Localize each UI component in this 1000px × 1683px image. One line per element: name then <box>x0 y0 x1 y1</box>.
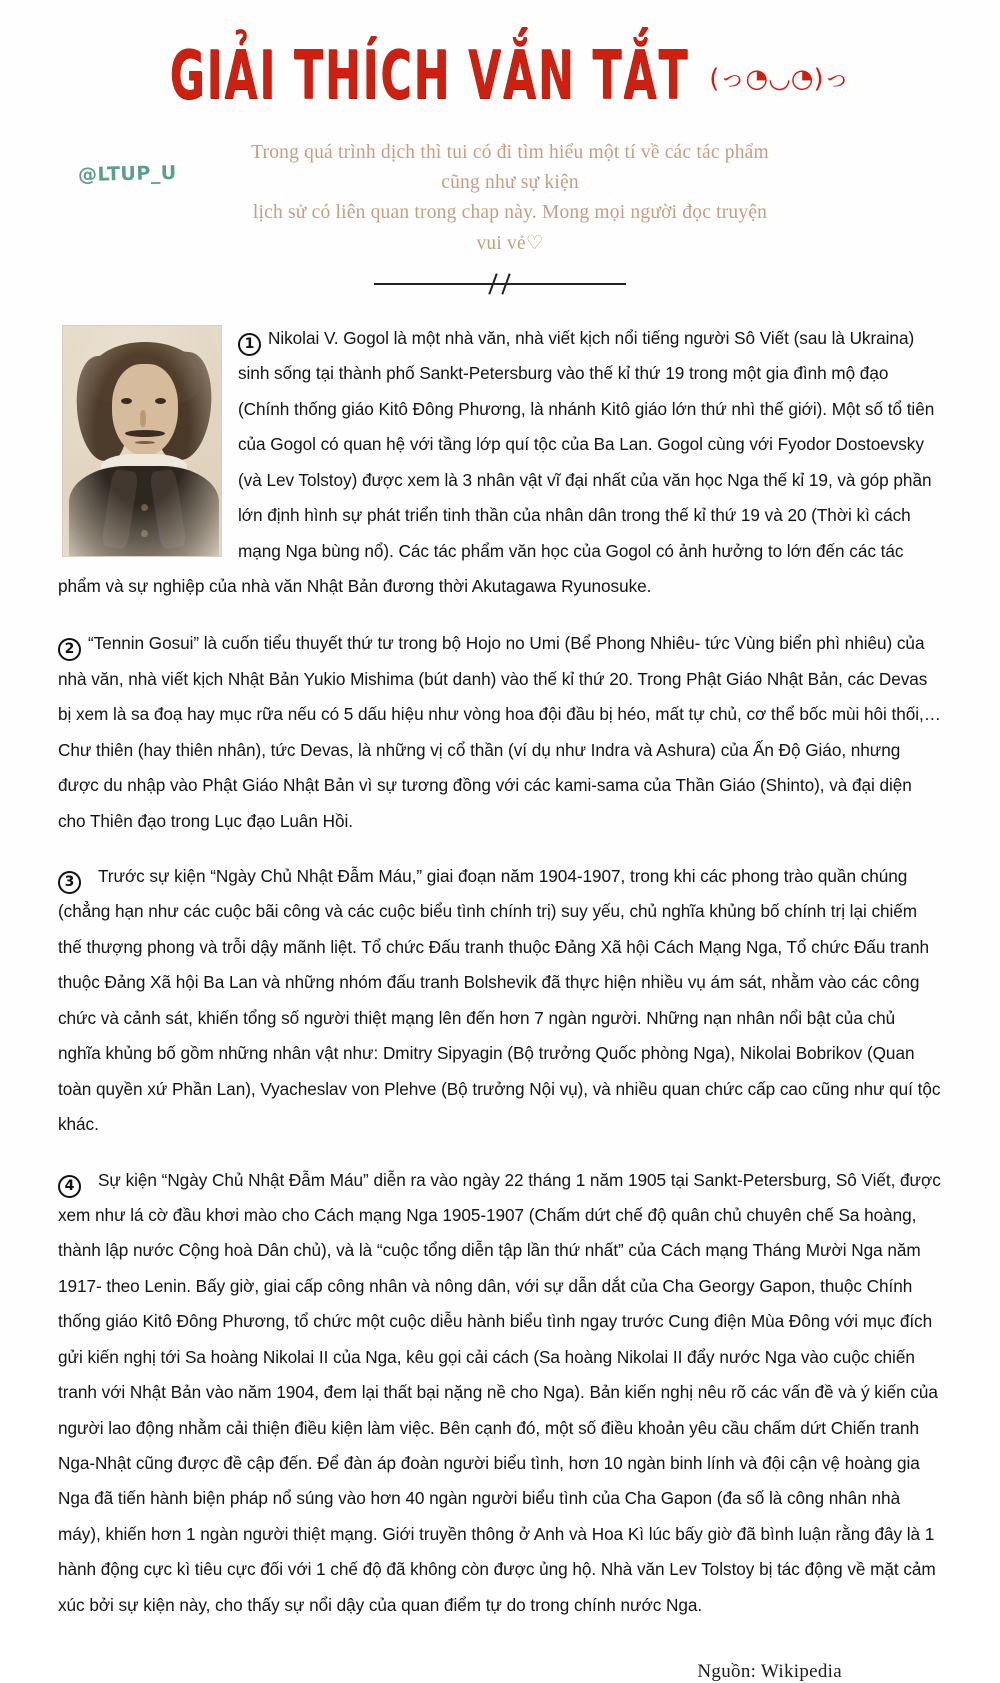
page-title: GIẢI THÍCH VẮN TẮT <box>169 35 690 115</box>
source-credit: Nguồn: Wikipedia <box>697 1661 842 1683</box>
note-text-3: Trước sự kiện “Ngày Chủ Nhật Đẫm Máu,” giai đoạn năm 1904-1907, trong khi các phong trào quần chúng (chẳng hạn như các cuộc bãi công và các cuộc biểu tình chính trị) suy yếu, chủ nghĩa khủng bố chính trị lại chiếm thế thượng phong và trỗi dậy mãnh liệt. Tổ chức Đấu tranh thuộc Đảng Xã hội Cách Mạng Nga, Tổ chức Đấu tranh thuộc Đảng Xã hội Ba Lan và những nhóm đấu tranh Bolshevik đã thực hiện nhiều vụ ám sát, nhằm vào các công chức và cảnh sát, khiến tổng số người thiệt mạng lên đến hơn 7 ngàn người. Những nạn nhân nổi bật của chủ nghĩa khủng bố gồm những nhân vật như: Dmitry Sipyagin (Bộ trưởng Quốc phòng Nga), Nikolai Bobrikov (Quan toàn quyền xứ Phần Lan), Vyacheslav von Plehve (Bộ trưởng Nội vụ), và nhiều quan chức cấp cao cũng như quí tộc khác. <box>58 866 941 1135</box>
note-number-3: 3 <box>58 871 81 894</box>
note-paragraph-3 <box>58 859 942 1143</box>
note-text-2: “Tennin Gosui” là cuốn tiểu thuyết thứ tư trong bộ Hojo no Umi (Bể Phong Nhiêu- tức Vùng biển phì nhiêu) của nhà văn, nhà viết kịch Nhật Bản Yukio Mishima (bút danh) vào thế kỉ thứ 20. Trong Phật Giáo Nhật Bản, các Devas bị xem là sa đoạ hay mục rữa nếu có 5 dấu hiệu như vòng hoa đội đầu bị héo, mất tự chủ, cơ thể bốc mùi hôi thối,… Chư thiên (hay thiên nhân), tức Devas, là những vị cổ thần (ví dụ như Indra và Ashura) của Ấn Độ Giáo, nhưng được du nhập vào Phật Giáo Nhật Bản vì sự tương đồng với các kami-sama của Thần Giáo (Shinto), và đại diện cho Thiên đạo trong Lục đạo Luân Hồi. <box>58 633 941 831</box>
note-number-2: 2 <box>58 638 81 661</box>
title-block <box>0 0 1000 115</box>
title-emoticon: (っ◔◡◔)っ <box>709 64 850 94</box>
note-paragraph-2 <box>58 626 942 839</box>
subtitle-block <box>0 138 1000 259</box>
notes-content <box>0 295 1000 1683</box>
gogol-portrait-image <box>62 325 222 557</box>
section-divider <box>374 273 626 295</box>
portrait-vignette <box>63 326 221 556</box>
note-number-4: 4 <box>58 1175 81 1198</box>
note-paragraph-4 <box>58 1163 942 1624</box>
note-text-1: Nikolai V. Gogol là một nhà văn, nhà viết kịch nổi tiếng người Sô Viết (sau là Ukraina) sinh sống tại thành phố Sankt-Petersburg vào thế kỉ thứ 19 trong một gia đình mộ đạo (Chính thống giáo Kitô Đông Phương, là nhánh Kitô giáo lớn thứ nhì thế giới). Một số tổ tiên của Gogol có quan hệ với tầng lớp quí tộc của Ba Lan. Gogol cùng với Fyodor Dostoevsky (và Lev Tolstoy) được xem là 3 nhân vật vĩ đại nhất của văn học Nga thế kỉ 19, và góp phần lớn định hình sự phát triển tinh thần của nhân dân trong thế kỉ thứ 19 và 20 (Thời kì cách mạng Nga bùng nổ). Các tác phẩm văn học của Gogol có ảnh hưởng to lớn đến các tác phẩm và sự nghiệp của nhà văn Nhật Bản đương thời Akutagawa Ryunosuke. <box>58 327 935 596</box>
author-handle: @LTUP_U <box>77 161 177 187</box>
subtitle-line-2: lịch sử có liên quan trong chap này. Mong mọi người đọc truyện vui vẻ♡ <box>252 202 768 254</box>
note-text-4: Sự kiện “Ngày Chủ Nhật Đẫm Máu” diễn ra vào ngày 22 tháng 1 năm 1905 tại Sankt-Petersburg, Sô Viết, được xem như lá cờ đầu khơi mào cho Cách mạng Nga 1905-1907 (Chấm dứt chế độ quân chủ chuyên chế Sa hoàng, thành lập nước Cộng hoà Dân chủ), và là “cuộc tổng diễn tập lần thứ nhất” của Cách mạng Tháng Mười Nga năm 1917- theo Lenin. Bấy giờ, giai cấp công nhân và nông dân, với sự dẫn dắt của Cha Georgy Gapon, thuộc Chính thống giáo Kitô Đông Phương, tổ chức một cuộc diễu hành biểu tình ngay trước Cung điện Mùa Đông với mục đích gửi kiến nghị tới Sa hoàng Nikolai II của Nga, kêu gọi cải cách (Sa hoàng Nikolai II đẩy nước Nga vào cuộc chiến tranh với Nhật Bản vào năm 1904, đem lại thất bại nặng nề cho Nga). Bản kiến nghị nêu rõ các vấn đề và ý kiến của người lao động nhằm cải thiện điều kiện làm việc. Bên cạnh đó, một số điều khoản yêu cầu chấm dứt Chiến tranh Nga-Nhật cũng được đề cập đến. Để đàn áp đoàn người biểu tình, hơn 10 ngàn binh lính và đội cận vệ hoàng gia Nga đã tiến hành biện pháp nổ súng vào hơn 40 ngàn người biểu tình của Cha Gapon (đa số là công nhân nhà máy), khiến hơn 1 ngàn người thiệt mạng. Giới truyền thông ở Anh và Hoa Kì lúc bấy giờ đã bình luận rằng đây là 1 hành động cực kì tiêu cực đối với 1 chế độ đã không còn được ủng hộ. Nhà văn Lev Tolstoy bị tác động về mặt cảm xúc bởi sự kiện này, cho thấy sự nổi dậy của quan điểm tự do trong chính nước Nga. <box>58 1169 941 1615</box>
subtitle-line-1: Trong quá trình dịch thì tui có đi tìm hiểu một tí về các tác phẩm cũng như sự kiện <box>251 142 769 194</box>
note-number-1: 1 <box>238 333 261 356</box>
divider-bar <box>374 283 626 285</box>
